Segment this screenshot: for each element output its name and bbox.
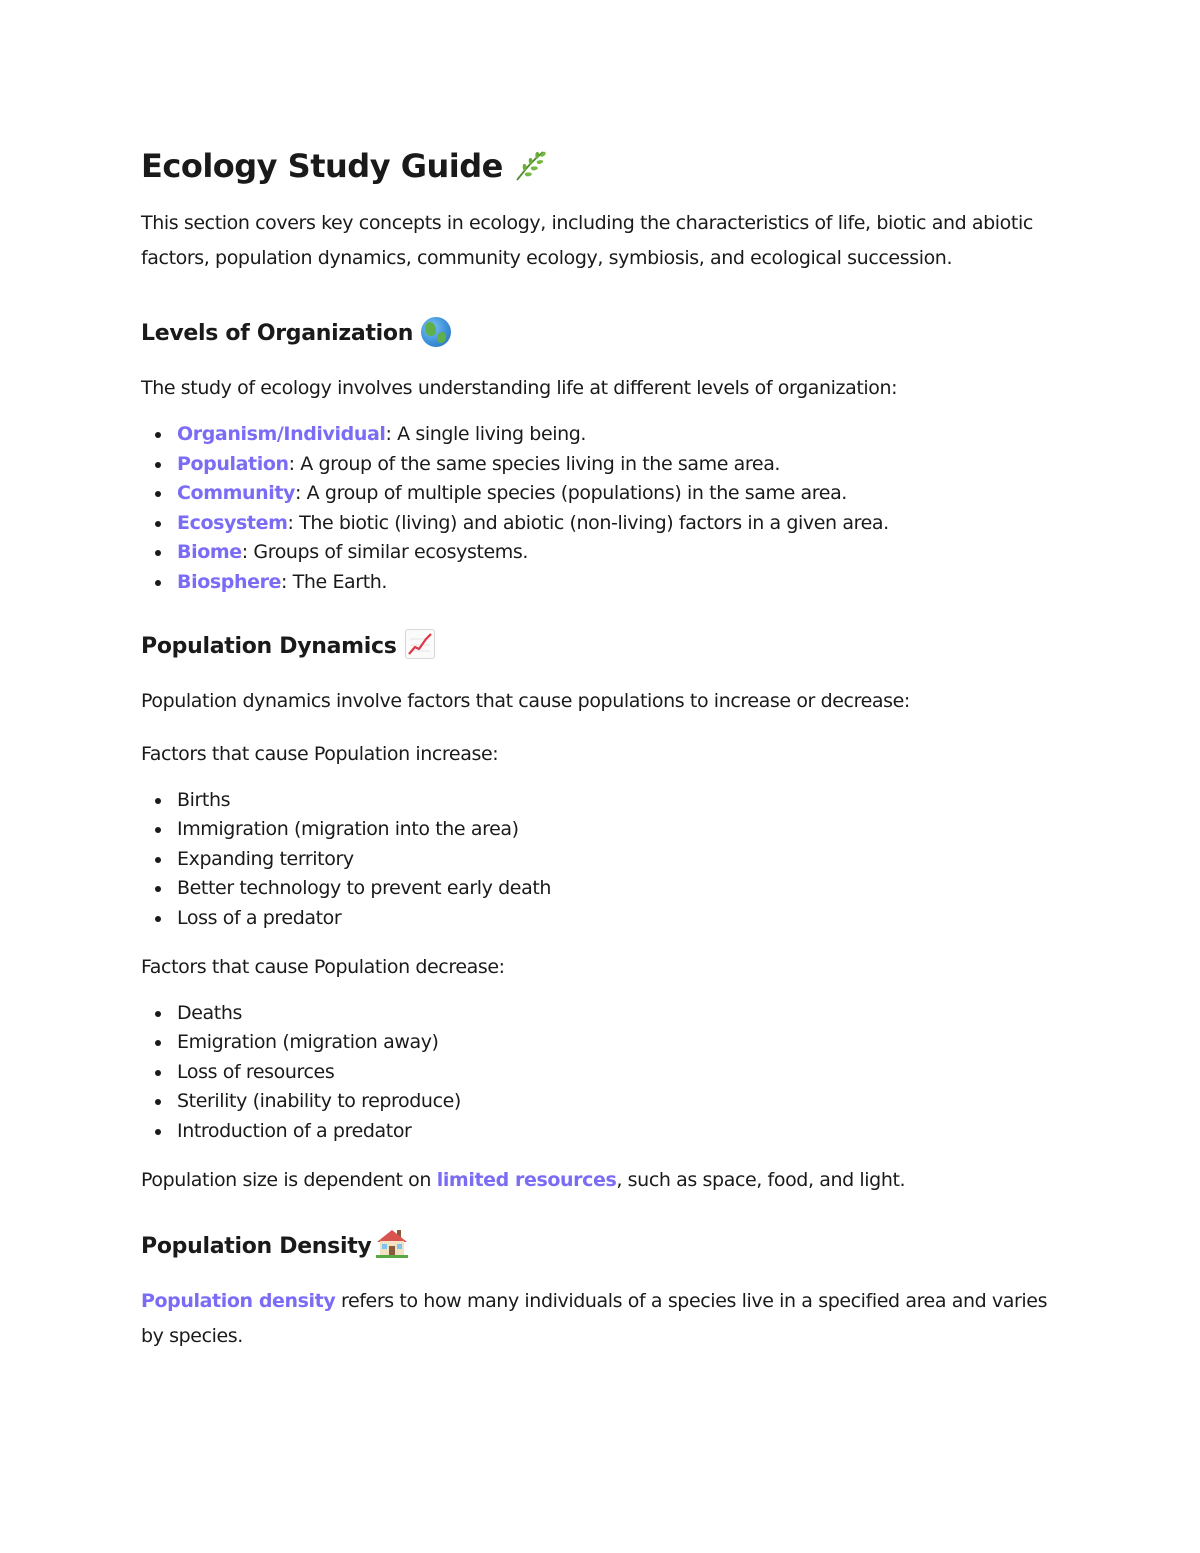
decrease-list xyxy=(141,999,1071,1147)
list-item xyxy=(177,479,1071,509)
term-organism: Organism/Individual xyxy=(177,423,386,445)
list-item xyxy=(177,538,1071,568)
house-icon xyxy=(375,1227,409,1259)
list-item: Immigration (migration into the area) xyxy=(177,815,1071,845)
size-text-after: , such as space, food, and light. xyxy=(616,1168,906,1191)
decrease-label: Factors that cause Population decrease: xyxy=(141,955,505,978)
levels-heading xyxy=(141,317,1071,351)
list-item: Loss of resources xyxy=(177,1058,1071,1088)
list-item: Sterility (inability to reproduce) xyxy=(177,1087,1071,1117)
term-biome: Biome xyxy=(177,541,242,564)
term-description: : The Earth. xyxy=(281,570,388,593)
levels-list xyxy=(141,420,1071,598)
page-title xyxy=(141,140,1071,192)
term-description: : A group of multiple species (populations) in the same area. xyxy=(295,482,847,505)
list-item xyxy=(177,568,1071,598)
size-text-before: Population size is dependent on xyxy=(141,1168,437,1191)
dynamics-heading xyxy=(141,630,1071,664)
dynamics-lead: Population dynamics involve factors that cause populations to increase or decrease: xyxy=(141,689,910,712)
density-heading xyxy=(141,1230,1071,1264)
globe-icon xyxy=(421,317,451,347)
list-item: Better technology to prevent early death xyxy=(177,874,1071,904)
density-heading-text: Population Density xyxy=(141,1233,372,1259)
list-item xyxy=(177,509,1071,539)
list-item: Emigration (migration away) xyxy=(177,1028,1071,1058)
list-item: Loss of a predator xyxy=(177,904,1071,934)
term-description: : A group of the same species living in the same area. xyxy=(288,452,781,475)
term-community: Community xyxy=(177,482,296,505)
term-description: : Groups of similar ecosystems. xyxy=(241,541,529,564)
page-title-text: Ecology Study Guide xyxy=(141,147,503,185)
intro-paragraph: This section covers key concepts in ecology, including the characteristics of life, biotic and abiotic factors, population dynamics, community ecology, symbiosis, and ecological succession. xyxy=(141,212,1033,269)
term-description: : The biotic (living) and abiotic (non-living) factors in a given area. xyxy=(287,511,889,534)
term-population-density: Population density xyxy=(141,1289,336,1312)
list-item: Deaths xyxy=(177,999,1071,1029)
increase-label: Factors that cause Population increase: xyxy=(141,742,499,765)
list-item: Introduction of a predator xyxy=(177,1117,1071,1147)
population-size-paragraph xyxy=(141,1163,1071,1198)
term-description: : A single living being. xyxy=(385,423,587,445)
term-limited-resources: limited resources xyxy=(436,1168,617,1191)
term-biosphere: Biosphere xyxy=(177,570,282,593)
list-item: Births xyxy=(177,786,1071,816)
chart-increasing-icon xyxy=(405,629,435,659)
list-item xyxy=(177,420,1071,450)
term-ecosystem: Ecosystem xyxy=(177,511,288,534)
herb-icon xyxy=(511,146,549,184)
density-paragraph xyxy=(141,1284,1071,1354)
list-item: Expanding territory xyxy=(177,845,1071,875)
levels-lead: The study of ecology involves understanding life at different levels of organization: xyxy=(141,377,898,399)
dynamics-heading-text: Population Dynamics xyxy=(141,633,397,659)
term-population: Population xyxy=(177,452,289,475)
document-page xyxy=(141,140,1071,1354)
increase-list xyxy=(141,786,1071,934)
levels-heading-text: Levels of Organization xyxy=(141,321,414,346)
density-text: refers to how many individuals of a species live in a specified area and varies by species. xyxy=(141,1289,1048,1347)
list-item xyxy=(177,450,1071,480)
